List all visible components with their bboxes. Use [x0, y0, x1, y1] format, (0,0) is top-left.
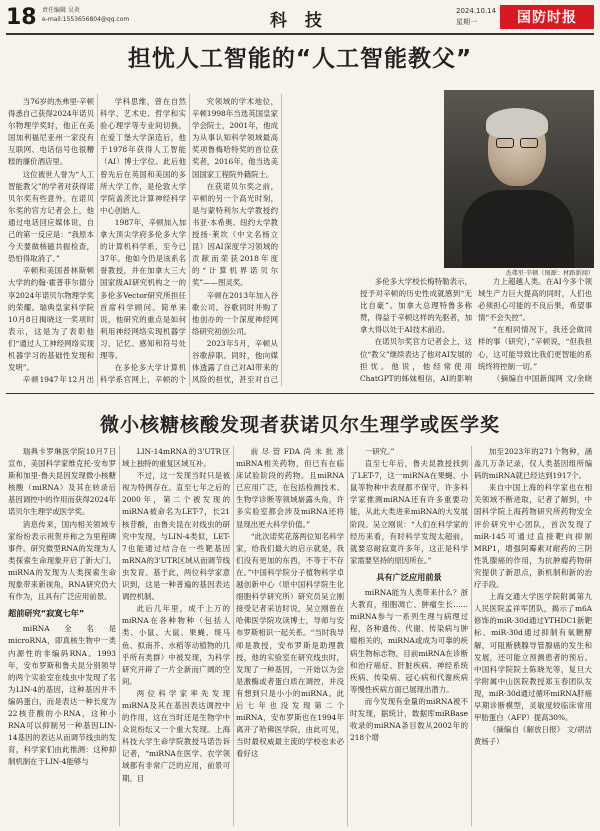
paragraph: 两位科学家率先发现miRNA及其在基因表达调控中的作用，这在当时还是生物学中众说纷纭又一个重大发现。上海科技大学生命学院教授马诺告诉记者，“miRNA在医学、农学领域都有非常广泛的应用，前景可期。目 — [122, 688, 230, 783]
article2-column-3 — [236, 446, 344, 826]
page-header — [0, 0, 600, 36]
column-divider — [471, 446, 472, 826]
issue-date: 2024.10.14 — [456, 7, 497, 15]
photo-glasses-left — [496, 138, 514, 148]
paragraph: 不过，这一发现当时只是被视为特例存在。直至七年之后的2000年，第二个被发现的miRNA被命名为LET-7，长21核苷酸，由鲁夫昆在对线虫的研究中发现，与LIN-4类似，LET-7也能通过结合在一些靶基因mRNA的3'UTR区域从而调节线虫发育。基于此，两位科学家意识到，这是一种普遍的基因表达调控机制。 — [122, 471, 230, 602]
paragraph: 这位被世人誉为“人工智能教父”的学者对获得诺贝尔奖有些意外。在诺贝尔奖的官方记者会上，他通过电话回应媒体说，自己的第一反应是：“我原本今天要做核磁共振检查，恐怕得取消了。” — [8, 169, 94, 264]
paragraph: 来自中国上海的科学家也在相关领域不断进取，记者了解到，中国科学院上海药物研究所药物安全评价研究中心团队，首次发现了miR-145可通过直接靶向抑制MRP1，增强阿霉素对耐药的三阴性乳腺癌的作用，为抗肿瘤药物研究提供了新思点，新机制和新的治疗手段。 — [474, 483, 592, 590]
issue-weekday: 星期一 — [456, 18, 477, 26]
paragraph: 上海交通大学医学院附属第九人民医院孟祥军团队，揭示了m6A修饰的miR-30d通过YTHDC1新靶标、miR-30d通过抑制有氧糖酵解，可阻断胰腺导管腺癌的发生和发展，还可能立预测患者的预后。中国科学院院士陈晓光等，复旦大学附属中山医院教授郑玉春团队发现，miR-30d通过循环miRNA肝癌早期诊断模型，灵敏度较临床常用甲胎蛋白（AFP）提高30%。 — [474, 592, 592, 723]
paragraph: “此次诺奖花落两位知名科学家，给我们最大的启示就是，我们没有更加的东西，不等于不存在。”中国科学院分子植物科学卓越创新中心（原中国科学院生化细胞科学研究所）研究员吴立刚接受记者采访时说，吴立刚曾在哈佛医学院攻读博士，导师与安布罗斯相识一起关系。“当时我导师是教授，安布罗斯是助理教授，他的实验室在研究线虫时，发现了一种基因，一开始以为会是激酶或者蛋白质在调控，并没有想到只是小小的miRNA。此后七年也没发现第二个miRNA，安布罗斯也在1994年离开了哈佛医学院，由此可见，当时最权威最主流的学校也未必看好这 — [236, 531, 344, 759]
paragraph: 1987年，辛顿加入加拿大顶尖学府多伦多大学的计算机科学系，至今已37年。他如今仍是该系名誉教授，并在加拿大三大国家级AI研究机构之一的多伦多Vector研究所担任首席科学顾问。简单来说，他研究的重点是如何利用神经网络实现机器学习、记忆、感知和符号处理等。 — [100, 217, 186, 360]
article2-column-5 — [474, 446, 592, 826]
paragraph: 加至2023年的271个物种，涵盖几万条记录，仅人类基因组所编码的miRNA就已经达到1917个。 — [474, 447, 592, 481]
paragraph: 当76岁的杰弗里·辛顿得悉自己获得2024年诺贝尔物理学奖时，他正在美国加利福尼亚州一家没有互联网、电话信号也很糟糕的廉价酒店里。 — [8, 97, 94, 167]
hinton-portrait-photo — [444, 90, 594, 268]
paragraph: 直至七年后，鲁夫昆教授找到了LET-7，这一miRNA在果蝇、小鼠等物种中表现都不保守，许多科学家推测miRNA还有许多重要功能，从此大类进来miRNA的大发展阶段。吴立刚说：“人们在科学家的经历来看，有时科学发现太超前，就要忍耐寂寞许多年，这正是科学家需要坚持的原因所在。” — [350, 459, 468, 565]
subheading: 具有广泛应用前景 — [376, 571, 442, 582]
paragraph: LIN-14mRNA的3'UTR区域上独特的重复区域互补。 — [122, 447, 230, 469]
article-separator-rule — [6, 393, 594, 394]
paragraph: 一研究。” — [364, 447, 395, 456]
paragraph: 瑞典卡罗琳医学院10月7日宣布，美国科学家维克托·安布罗斯和加里·鲁夫昆因发现微小核糖核酸（miRNA）及其在转录后基因调控中的作用而获得2024年诺贝尔生理学或医学奖。 — [8, 447, 116, 517]
photo-caption: 杰弗里·辛顿（图源：材路新闻） — [505, 270, 594, 277]
paragraph: 而今发现有金量的miRNA被不时发现，据统计，数据库miRBase收录的miRNA条目数从2002年的218个增 — [350, 696, 468, 743]
paragraph: 在诺贝尔奖官方记者会上，这位“教父”继续表达了他对AI发展的担忧。他说，他经常使用ChatGPT的姊妹相信，AI的影响 — [360, 337, 472, 383]
paragraph: miRNA全名是microRNA，即真核生物中一类内源性的非编码RNA。1993年，安布罗斯和鲁夫昆分别领导的两个实验室在线虫中发现了名为LIN-4的基因，这种基因并不编码蛋白，而是表达一种长度为22核苷酸的小RNA，这种小RNA可以抑制另一种基因LIN-14基因的表达从而调节线虫的发育，科学家们由此推测：这种抑制机制在于LIN-4能够与 — [8, 624, 116, 767]
paragraph: “在相同情况下，我还会做同样的事（研究），”辛顿说，“但我担心，这可能导致比我们更智能的系统终将控制一切。” — [478, 325, 592, 371]
paragraph: （摘编自中国新闻网 文/余晓 — [492, 373, 592, 383]
article1-column-2 — [100, 96, 186, 386]
paragraph: 消息传来，国内相关领域专家纷纷表示祝贺并称之为里程碑事件。研究微型RNA的发现为人类探索生命现象开启了新大门。miRNA的发现为人类探索生命现象带来新视角，RNA研究仍大有作为，且具有广泛应用前景。 — [8, 519, 116, 602]
article1-column-4 — [360, 276, 472, 386]
masthead-logo: 国防时报 — [500, 5, 594, 29]
column-divider — [281, 94, 282, 386]
editor-email: e-mail:1553656804@qq.com — [42, 16, 130, 23]
article1-column-1 — [8, 96, 94, 386]
paragraph: 学科思维，曾在自然科学、艺术史、哲学和实验心理学等专业间切换，在爱丁堡大学深造后，他于1978年获得人工智能（AI）博士学位。此后他曾先后在英国和美国的多所大学工作，是伦敦大学学院盖茨比计算神经科学中心创始人。 — [100, 97, 186, 215]
column-divider — [189, 94, 190, 386]
article2-column-4 — [350, 446, 468, 826]
paragraph: 力上超越人类。在AI今多个领域生产力巨大提高的同时，人们也必须担心可能的不良后果，希望事情“不会失控”。 — [478, 277, 592, 323]
paragraph: 辛顿1947年12月出 — [22, 375, 94, 385]
subheading: 超前研究“寂寞七年” — [8, 608, 85, 619]
photo-figure-hair — [486, 108, 548, 138]
article1-column-3 — [192, 96, 278, 386]
paragraph: 前尽管FDA尚未批准miRNA相关药物，但已有在临床试验阶段的药物。且miRNA已应用广泛，在包括检测技术、生物学诊断等领域崭露头角，许多实验室都会涉及miRNA还将显现出更大科学价值。” — [236, 447, 344, 529]
article1-headline: 担忧人工智能的“人工智能教父” — [127, 46, 473, 72]
paragraph: （摘编自《解放日报》 文/胡洁 黄杨子） — [474, 725, 592, 747]
paragraph: miRNA能为人类带来什么？浙大教育，细胞凋亡、肿瘤生长……miRNA参与一系列生理与病理过程，各种遗传、代谢、传染病与肿瘤相关的，miRNA或成为可靠的疾病生物标志物，目前miRNA在诊断和治疗癌症、肝脏疾病、神经系统疾病、传染病、冠心病和代谢疾病等慢性疾病方面已展现出潜力。 — [350, 588, 468, 694]
paragraph: 此后几年里，成千上万的miRNA在各种物种（包括人类、小鼠、大鼠、果蝇、斑马鱼、拟南芥、水稻等动植物的几乎所有类群）中被发现，为科学研究开辟了一片全新而广阔的空间。 — [122, 604, 230, 686]
article2-headline: 微小核糖核酸发现者获诺贝尔生理学或医学奖 — [99, 414, 500, 436]
editor-name: 责任编辑 吴炎 — [42, 7, 80, 14]
article1-column-5 — [478, 276, 592, 386]
article2-column-2 — [122, 446, 230, 826]
paragraph: 多伦多大学校长梅特勒表示，授予对辛顿的历史性成就感到“无比自豪”。加拿大总理特鲁多称赞，得益于辛顿这样的先驱者，加拿大得以处于AI技术前沿。 — [360, 277, 472, 335]
article2-column-1 — [8, 446, 116, 826]
paragraph: 辛顿和美国普林斯顿大学的约翰·霍普菲尔德分享2024年诺贝尔物理学奖的荣耀。瑞典皇家科学院10月8日揭晓这一奖项时表示，这是为了表彰他们“通过人工神经网络实现机器学习的基础性发现和发明”。 — [8, 266, 94, 373]
section-title: 科 技 — [270, 11, 328, 31]
column-divider — [97, 94, 98, 386]
column-divider — [119, 446, 120, 826]
paragraph: 在获诺贝尔奖之前，辛顿的另一个高光时刻，是与蒙特利尔大学教授约书亚·本希奥、纽约大学教授扬·莱坎（中文名杨立昆）因AI深度学习领域的贡献而荣获2018年度的“计算机界诺贝尔奖”——图灵奖。 — [192, 181, 278, 288]
page-number: 18 — [6, 5, 37, 30]
column-divider — [233, 446, 234, 826]
paragraph: 究领域的学术地位，辛顿1998年当选英国皇家学会院士，2001年，他成为从事认知科学领域最高奖项鲁梅哈特奖的首位获奖者，2016年，他当选美国国家工程院外籍院士。 — [192, 97, 278, 179]
paragraph: 辛顿在2013年加入谷歌公司。谷歌同时并购了他创办的一个深度神经网络研究初创公司。 — [192, 290, 278, 336]
photo-glasses-right — [520, 138, 538, 148]
header-rule — [6, 33, 594, 35]
column-divider — [347, 446, 348, 826]
paragraph: 在多伦多大学计算机科学系官网上，辛顿的个 — [100, 363, 186, 385]
photo-figure-body — [462, 190, 574, 268]
paragraph: 2023年5月，辛顿从谷歌辞职。同时，他向媒体透露了自己对AI带来的风险的担忧，甚至对自己 — [192, 338, 278, 385]
